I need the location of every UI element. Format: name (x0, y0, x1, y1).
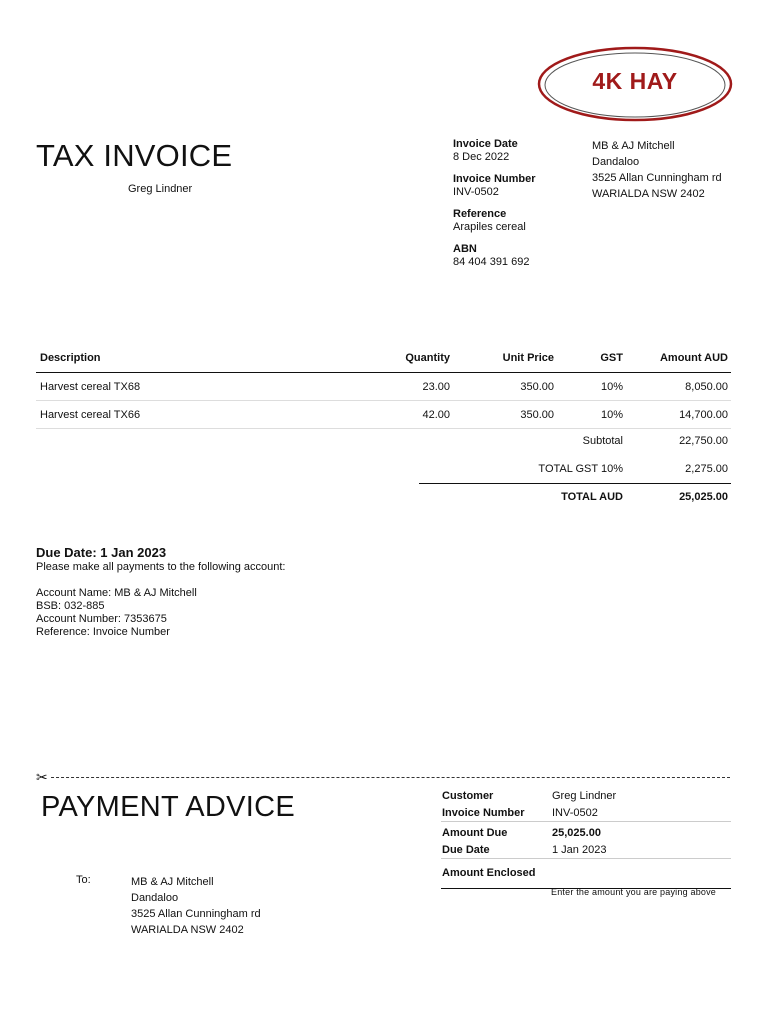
account-name: Account Name: MB & AJ Mitchell (36, 587, 197, 599)
address-line: 3525 Allan Cunningham rd (131, 908, 261, 920)
address-line: Dandaloo (592, 156, 640, 168)
advice-value: INV-0502 (552, 807, 598, 819)
meta-value: Arapiles cereal (453, 221, 526, 233)
advice-due-date-row (441, 842, 731, 859)
table-row (36, 373, 731, 401)
address-line: MB & AJ Mitchell (592, 140, 675, 152)
address-line: WARIALDA NSW 2402 (131, 924, 244, 936)
subtotal-value: 22,750.00 (679, 435, 728, 447)
advice-label: Customer (442, 790, 494, 802)
supplier-address (592, 138, 722, 202)
logo-text: 4K HAY (592, 68, 678, 94)
advice-label: Due Date (442, 844, 490, 856)
account-details (36, 587, 197, 639)
cell-gst: 10% (600, 381, 623, 393)
advice-amount-due-row (441, 825, 731, 842)
meta-value: INV-0502 (453, 186, 499, 198)
address-line: MB & AJ Mitchell (131, 876, 214, 888)
grand-total-label: TOTAL AUD (561, 491, 623, 503)
address-line: WARIALDA NSW 2402 (592, 188, 705, 200)
cell-unit-price: 350.00 (520, 409, 554, 421)
advice-invoice-row (441, 805, 731, 822)
advice-value: 25,025.00 (552, 827, 601, 839)
table-row (36, 401, 731, 429)
gst-total-label: TOTAL GST 10% (538, 462, 623, 475)
address-line: 3525 Allan Cunningham rd (592, 172, 722, 184)
subtotal-label: Subtotal (582, 435, 623, 447)
gst-total-value: 2,275.00 (685, 462, 728, 475)
meta-label: Invoice Date (453, 138, 518, 150)
header-quantity: Quantity (405, 352, 450, 364)
scissors-icon: ✂ (36, 770, 51, 784)
account-number: Account Number: 7353675 (36, 613, 167, 625)
header-unit-price: Unit Price (502, 352, 554, 364)
meta-value: 8 Dec 2022 (453, 151, 510, 163)
address-line: Dandaloo (131, 892, 179, 904)
payment-note: Please make all payments to the following account: (36, 561, 286, 573)
payee-address (131, 874, 261, 938)
payment-advice-title: PAYMENT ADVICE (41, 791, 295, 823)
meta-label: ABN (453, 243, 477, 255)
meta-label: Reference (453, 208, 507, 220)
cell-unit-price: 350.00 (520, 381, 554, 393)
totals-section (419, 428, 731, 511)
payment-advice-details (441, 788, 731, 889)
cell-description: Harvest cereal TX66 (40, 409, 141, 421)
cell-quantity: 23.00 (422, 381, 450, 393)
header-gst: GST (600, 352, 623, 364)
cell-amount: 8,050.00 (685, 381, 728, 393)
invoice-date (453, 138, 583, 164)
amount-enclosed-label: Amount Enclosed (442, 867, 536, 879)
invoice-number (453, 173, 583, 199)
header-description: Description (40, 352, 101, 364)
cell-description: Harvest cereal TX68 (40, 381, 141, 393)
cell-gst: 10% (600, 409, 623, 421)
line-items-table (36, 350, 731, 429)
invoice-title: TAX INVOICE (36, 138, 233, 173)
grand-total-value: 25,025.00 (679, 491, 728, 503)
invoice-abn (453, 243, 583, 269)
account-reference: Reference: Invoice Number (36, 626, 170, 638)
due-date-heading: Due Date: 1 Jan 2023 (36, 545, 167, 560)
cut-line (36, 777, 730, 778)
advice-label: Invoice Number (442, 807, 525, 819)
advice-value: Greg Lindner (552, 790, 617, 802)
invoice-meta (453, 138, 583, 278)
meta-value: 84 404 391 692 (453, 256, 530, 268)
amount-hint: Enter the amount you are paying above (551, 887, 717, 897)
invoice-reference (453, 208, 583, 234)
advice-value: 1 Jan 2023 (552, 844, 607, 856)
amount-enclosed-field[interactable] (441, 859, 731, 889)
account-bsb: BSB: 032-885 (36, 600, 105, 612)
customer-name: Greg Lindner (128, 183, 193, 195)
cell-quantity: 42.00 (422, 409, 450, 421)
to-label: To: (76, 874, 91, 886)
table-header (36, 350, 731, 373)
advice-label: Amount Due (442, 827, 508, 839)
meta-label: Invoice Number (453, 173, 536, 185)
grand-total-row (419, 483, 731, 511)
gst-total-row (419, 456, 731, 484)
cell-amount: 14,700.00 (679, 409, 728, 421)
subtotal-row (419, 428, 731, 456)
header-amount: Amount AUD (659, 352, 728, 364)
advice-customer-row (441, 788, 731, 805)
